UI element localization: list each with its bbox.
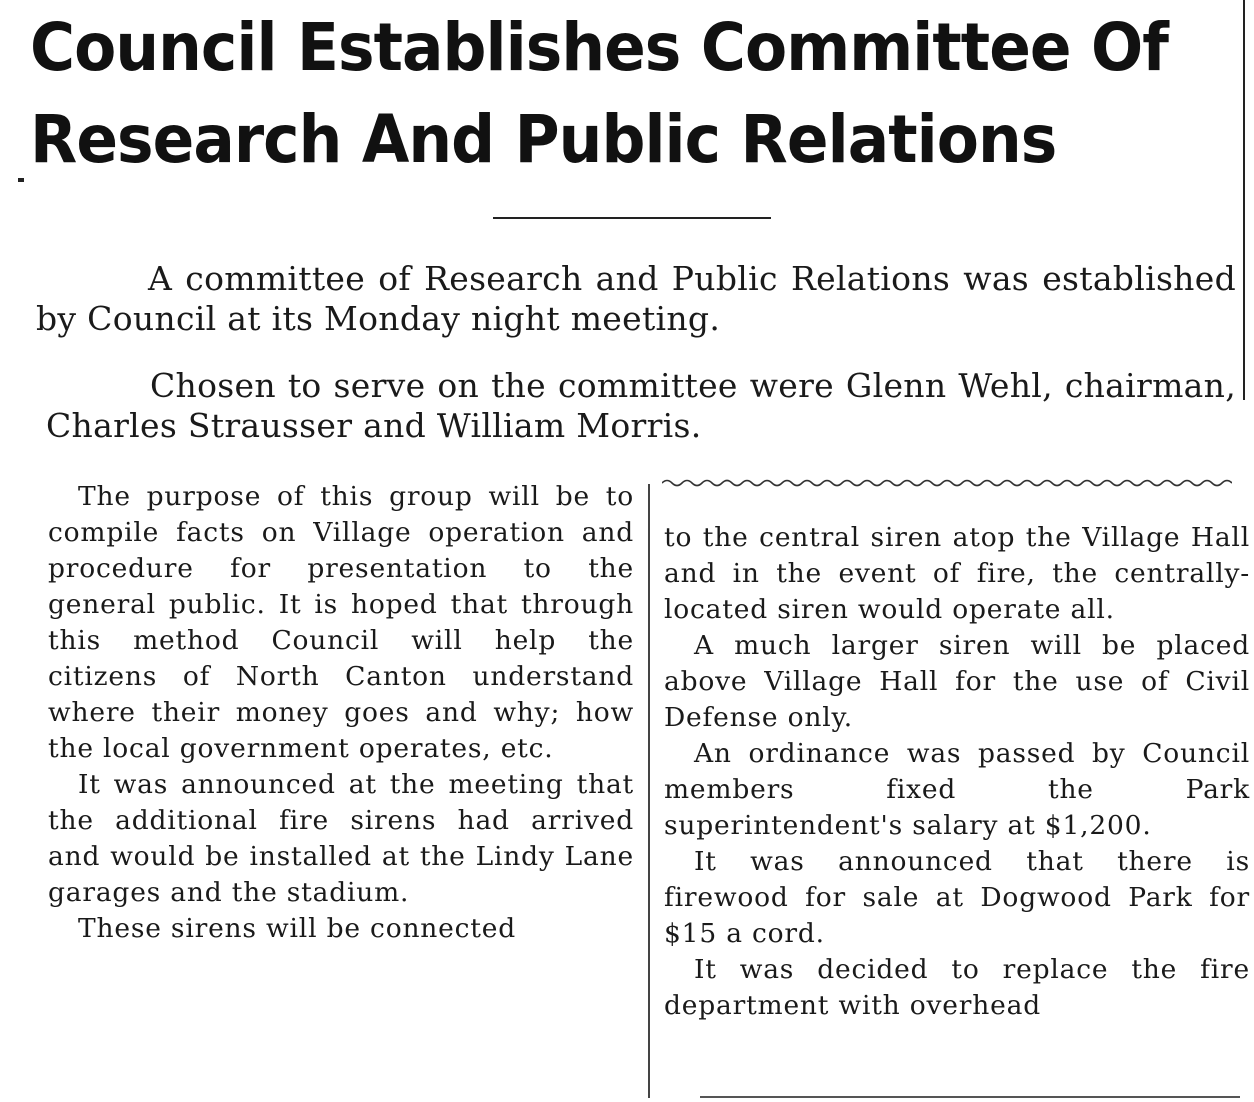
right-paragraph-1: to the central siren atop the Village Hall and in the event of fire, the centrally-located siren would operate all. [664,522,1250,625]
column-edge-rule [1243,0,1245,400]
lead-paragraph-2: Chosen to serve on the committee were Glenn Wehl, chairman, Charles Strausser and William Morris. [46,366,1236,445]
headline-line-1: Council Establishes Committee Of [30,9,1169,86]
wavy-rule [662,476,1232,490]
headline-line-2: Research And Public Relations [30,101,1057,178]
lead-paragraph-1: A committee of Research and Public Relations was established by Council at its Monday night meeting. [36,259,1236,338]
headline [30,2,1169,186]
column-divider [648,484,650,1098]
left-paragraph-3: These sirens will be connected [78,913,516,944]
right-paragraph-5: It was decided to replace the fire department with overhead [664,954,1250,1021]
headline-separator [493,217,771,219]
right-paragraph-3: An ordinance was passed by Council members fixed the Park superintendent's salary at $1,200. [664,738,1250,841]
left-paragraph-1: The purpose of this group will be to compile facts on Village operation and procedure for presentation to the general public. It is hoped that through this method Council will help the citizens of North Canton understand where their money goes and why; how the local government operates, etc. [48,481,634,764]
bottom-rule [700,1096,1240,1098]
right-paragraph-2: A much larger siren will be placed above Village Hall for the use of Civil Defense only. [664,630,1250,733]
left-column [48,479,634,947]
right-column [664,520,1250,1024]
left-paragraph-2: It was announced at the meeting that the additional fire sirens had arrived and would be installed at the Lindy Lane garages and the stadium. [48,769,634,908]
margin-mark [18,178,24,182]
right-paragraph-4: It was announced that there is firewood for sale at Dogwood Park for $15 a cord. [664,846,1250,949]
